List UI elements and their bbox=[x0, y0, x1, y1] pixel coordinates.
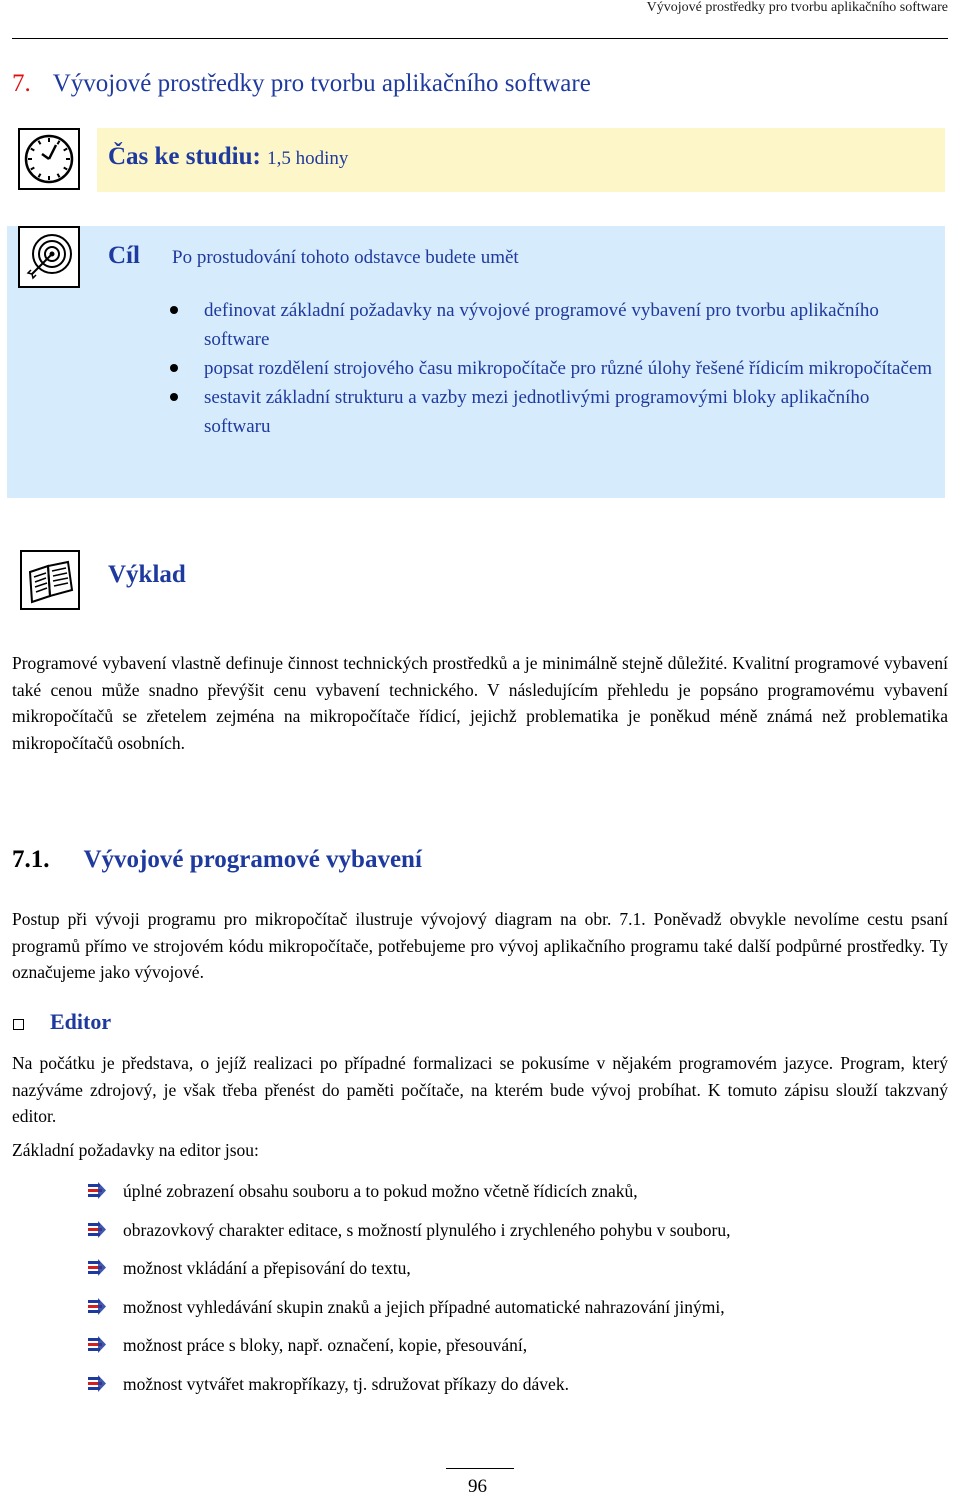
goal-item bbox=[164, 383, 934, 441]
arrow-bullet-icon bbox=[86, 1375, 106, 1393]
chapter-title: Vývojové prostředky pro tvorbu aplikačního software bbox=[52, 70, 591, 97]
goal-intro: Po prostudování tohoto odstavce budete umět bbox=[172, 247, 519, 268]
footer-rule bbox=[446, 1468, 514, 1469]
requirement-item bbox=[84, 1215, 944, 1254]
book-icon bbox=[20, 550, 80, 610]
requirement-text: úplné zobrazení obsahu souboru a to pokud možno včetně řídicích znaků, bbox=[123, 1181, 638, 1201]
section-number: 7.1. bbox=[12, 846, 50, 873]
goal-item-text: popsat rozdělení strojového času mikropočítače pro různé úlohy řešené řídicím mikropočítačem bbox=[204, 358, 933, 379]
target-icon bbox=[18, 226, 80, 288]
page-number: 96 bbox=[468, 1476, 487, 1497]
running-header: Vývojové prostředky pro tvorbu aplikačního software bbox=[646, 0, 948, 15]
requirement-text: možnost vkládání a přepisování do textu, bbox=[123, 1258, 411, 1279]
bullet-icon bbox=[170, 393, 178, 401]
section-paragraph: Postup při vývoji programu pro mikropočítač ilustruje vývojový diagram na obr. 7.1. Poněvadž obvykle nevolíme cestu psaní programů přímo ve strojovém kódu mikropočítače, potřebujeme pro vývoj aplikačního programu také další podpůrné prostředky. Ty označujeme jako vývojové. bbox=[12, 909, 948, 982]
goal-item-text: definovat základní požadavky na vývojové programové vybavení pro tvorbu aplikačního software bbox=[204, 300, 879, 350]
requirements-intro: Základní požadavky na editor jsou: bbox=[12, 1140, 259, 1160]
arrow-bullet-icon bbox=[86, 1182, 106, 1200]
requirement-text: možnost vyhledávání skupin znaků a jejich případné automatické nahrazování jinými, bbox=[123, 1296, 725, 1317]
clock-icon bbox=[18, 128, 80, 190]
arrow-bullet-icon bbox=[86, 1221, 106, 1239]
study-time-value: 1,5 hodiny bbox=[267, 148, 349, 169]
requirement-text: obrazovkový charakter editace, s možností plynulého i zrychleného pohybu v souboru, bbox=[123, 1219, 731, 1240]
arrow-bullet-icon bbox=[86, 1259, 106, 1277]
requirement-item bbox=[84, 1253, 944, 1292]
requirement-item bbox=[84, 1330, 944, 1369]
study-time bbox=[108, 143, 348, 171]
chapter-heading bbox=[12, 70, 591, 98]
requirement-item bbox=[84, 1369, 944, 1408]
goal-item bbox=[164, 296, 934, 354]
explanation-label: Výklad bbox=[108, 561, 186, 588]
arrow-bullet-icon bbox=[86, 1336, 106, 1354]
study-time-label: Čas ke studiu: bbox=[108, 143, 261, 170]
checkbox-bullet-icon bbox=[13, 1019, 24, 1030]
header-rule bbox=[12, 38, 948, 39]
arrow-bullet-icon bbox=[86, 1298, 106, 1316]
goal-list bbox=[164, 296, 934, 441]
explanation-paragraph: Programové vybavení vlastně definuje činnost technických prostředků a je minimálně stejně důležité. Kvalitní programové vybavení také cenou může snadno převýšit cenu vybavení technického. V následujícím přehledu je popsáno programovému vybavení mikropočítačů se zřetelem zejména na mikropočítače řídicí, jejichž problematika je poněkud méně známá než problematika mikropočítačů osobních. bbox=[12, 653, 948, 753]
editor-paragraph: Na počátku je představa, o jejíž realizaci po případné formalizaci se pokusíme v nějakém programovém jazyce. Program, který nazýváme zdrojový, je však třeba přenést do paměti počítače, na kterém bude vývoj probíhat. K tomuto zápisu slouží takzvaný editor. bbox=[12, 1053, 948, 1126]
bullet-icon bbox=[170, 364, 178, 372]
chapter-number: 7. bbox=[12, 70, 31, 97]
goal-label: Cíl bbox=[108, 242, 140, 269]
requirement-text: možnost vytvářet makropříkazy, tj. sdružovat příkazy do dávek. bbox=[123, 1373, 569, 1394]
requirement-item bbox=[84, 1292, 944, 1331]
section-title: Vývojové programové vybavení bbox=[83, 846, 422, 873]
requirement-text: možnost práce s bloky, např. označení, kopie, přesouvání, bbox=[123, 1335, 528, 1356]
editor-heading: Editor bbox=[50, 1009, 112, 1034]
goal-item bbox=[164, 354, 934, 383]
bullet-icon bbox=[170, 306, 178, 314]
goal-item-text: sestavit základní strukturu a vazby mezi jednotlivými programovými bloky aplikačního softwaru bbox=[204, 387, 870, 437]
requirement-item bbox=[84, 1176, 944, 1215]
section-heading bbox=[12, 846, 422, 874]
requirements-list bbox=[84, 1176, 944, 1408]
